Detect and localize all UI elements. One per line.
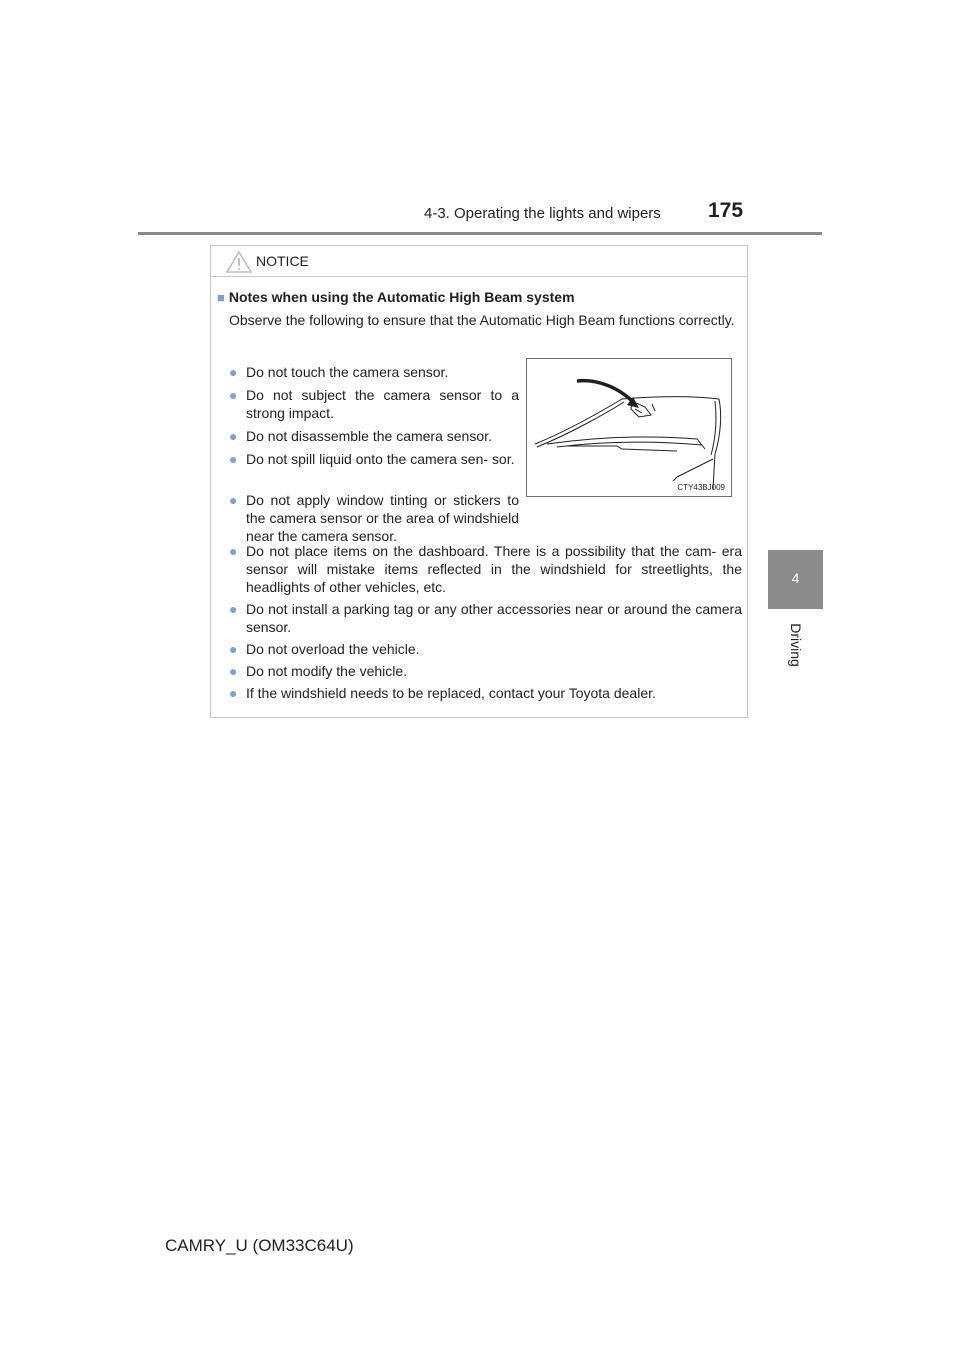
section-title bbox=[217, 289, 575, 305]
bullet-item bbox=[229, 450, 519, 468]
bullet-text: Do not touch the camera sensor. bbox=[246, 364, 449, 380]
notice-label: NOTICE bbox=[256, 253, 309, 269]
bullet-text: Do not modify the vehicle. bbox=[246, 663, 408, 679]
bullet-dot-icon: ● bbox=[229, 641, 238, 657]
bullet-text: Do not place items on the dashboard. There is a possibility that the cam- era sensor will mistake items reflected in the windshield for streetlights, the headlights of other vehicles, etc. bbox=[246, 543, 742, 595]
chapter-label-text: Driving bbox=[788, 623, 804, 667]
bullet-dot-icon: ● bbox=[229, 428, 238, 444]
warning-triangle-icon bbox=[226, 251, 252, 273]
bullet-dot-icon: ● bbox=[229, 543, 238, 559]
header-section-title: 4-3. Operating the lights and wipers bbox=[424, 205, 661, 222]
chapter-number: 4 bbox=[791, 570, 800, 586]
section-intro: Observe the following to ensure that the Automatic High Beam functions correctly. bbox=[229, 312, 735, 328]
notice-box bbox=[210, 245, 748, 718]
bullet-dot-icon: ● bbox=[229, 685, 238, 701]
section-marker-icon: ■ bbox=[217, 290, 225, 305]
bullet-item bbox=[229, 363, 519, 381]
bullet-dot-icon: ● bbox=[229, 492, 238, 508]
bullet-item bbox=[229, 386, 519, 422]
bullet-item bbox=[229, 427, 519, 445]
page-number: 175 bbox=[708, 199, 744, 222]
bullet-text: Do not spill liquid onto the camera sen- sor. bbox=[246, 451, 515, 467]
bullet-text: Do not install a parking tag or any other accessories near or around the camera sensor. bbox=[246, 601, 742, 635]
bullet-item bbox=[229, 684, 742, 702]
header-rule bbox=[138, 232, 822, 235]
footer-model-code: CAMRY_U (OM33C64U) bbox=[165, 1236, 354, 1255]
bullet-dot-icon: ● bbox=[229, 601, 238, 617]
bullet-dot-icon: ● bbox=[229, 387, 238, 403]
bullet-text: Do not disassemble the camera sensor. bbox=[246, 428, 492, 444]
bullet-dot-icon: ● bbox=[229, 364, 238, 380]
bullet-dot-icon: ● bbox=[229, 663, 238, 679]
bullet-item bbox=[229, 491, 519, 545]
figure-code: CTY43BJ009 bbox=[677, 483, 725, 492]
bullet-text: If the windshield needs to be replaced, contact your Toyota dealer. bbox=[246, 685, 656, 701]
bullet-item bbox=[229, 662, 742, 680]
camera-sensor-illustration bbox=[526, 358, 732, 497]
bullet-text: Do not apply window tinting or stickers to the camera sensor or the area of windshield near the camera sensor. bbox=[246, 492, 519, 544]
bullet-text: Do not overload the vehicle. bbox=[246, 641, 420, 657]
bullet-text: Do not subject the camera sensor to a strong impact. bbox=[246, 387, 519, 421]
bullet-item bbox=[229, 542, 742, 596]
notice-header bbox=[211, 246, 747, 277]
section-title-text: Notes when using the Automatic High Beam system bbox=[228, 289, 575, 305]
bullet-item bbox=[229, 640, 742, 658]
chapter-label bbox=[781, 615, 811, 675]
windshield-drawing bbox=[527, 359, 731, 496]
bullet-dot-icon: ● bbox=[229, 451, 238, 467]
bullet-item bbox=[229, 600, 742, 636]
